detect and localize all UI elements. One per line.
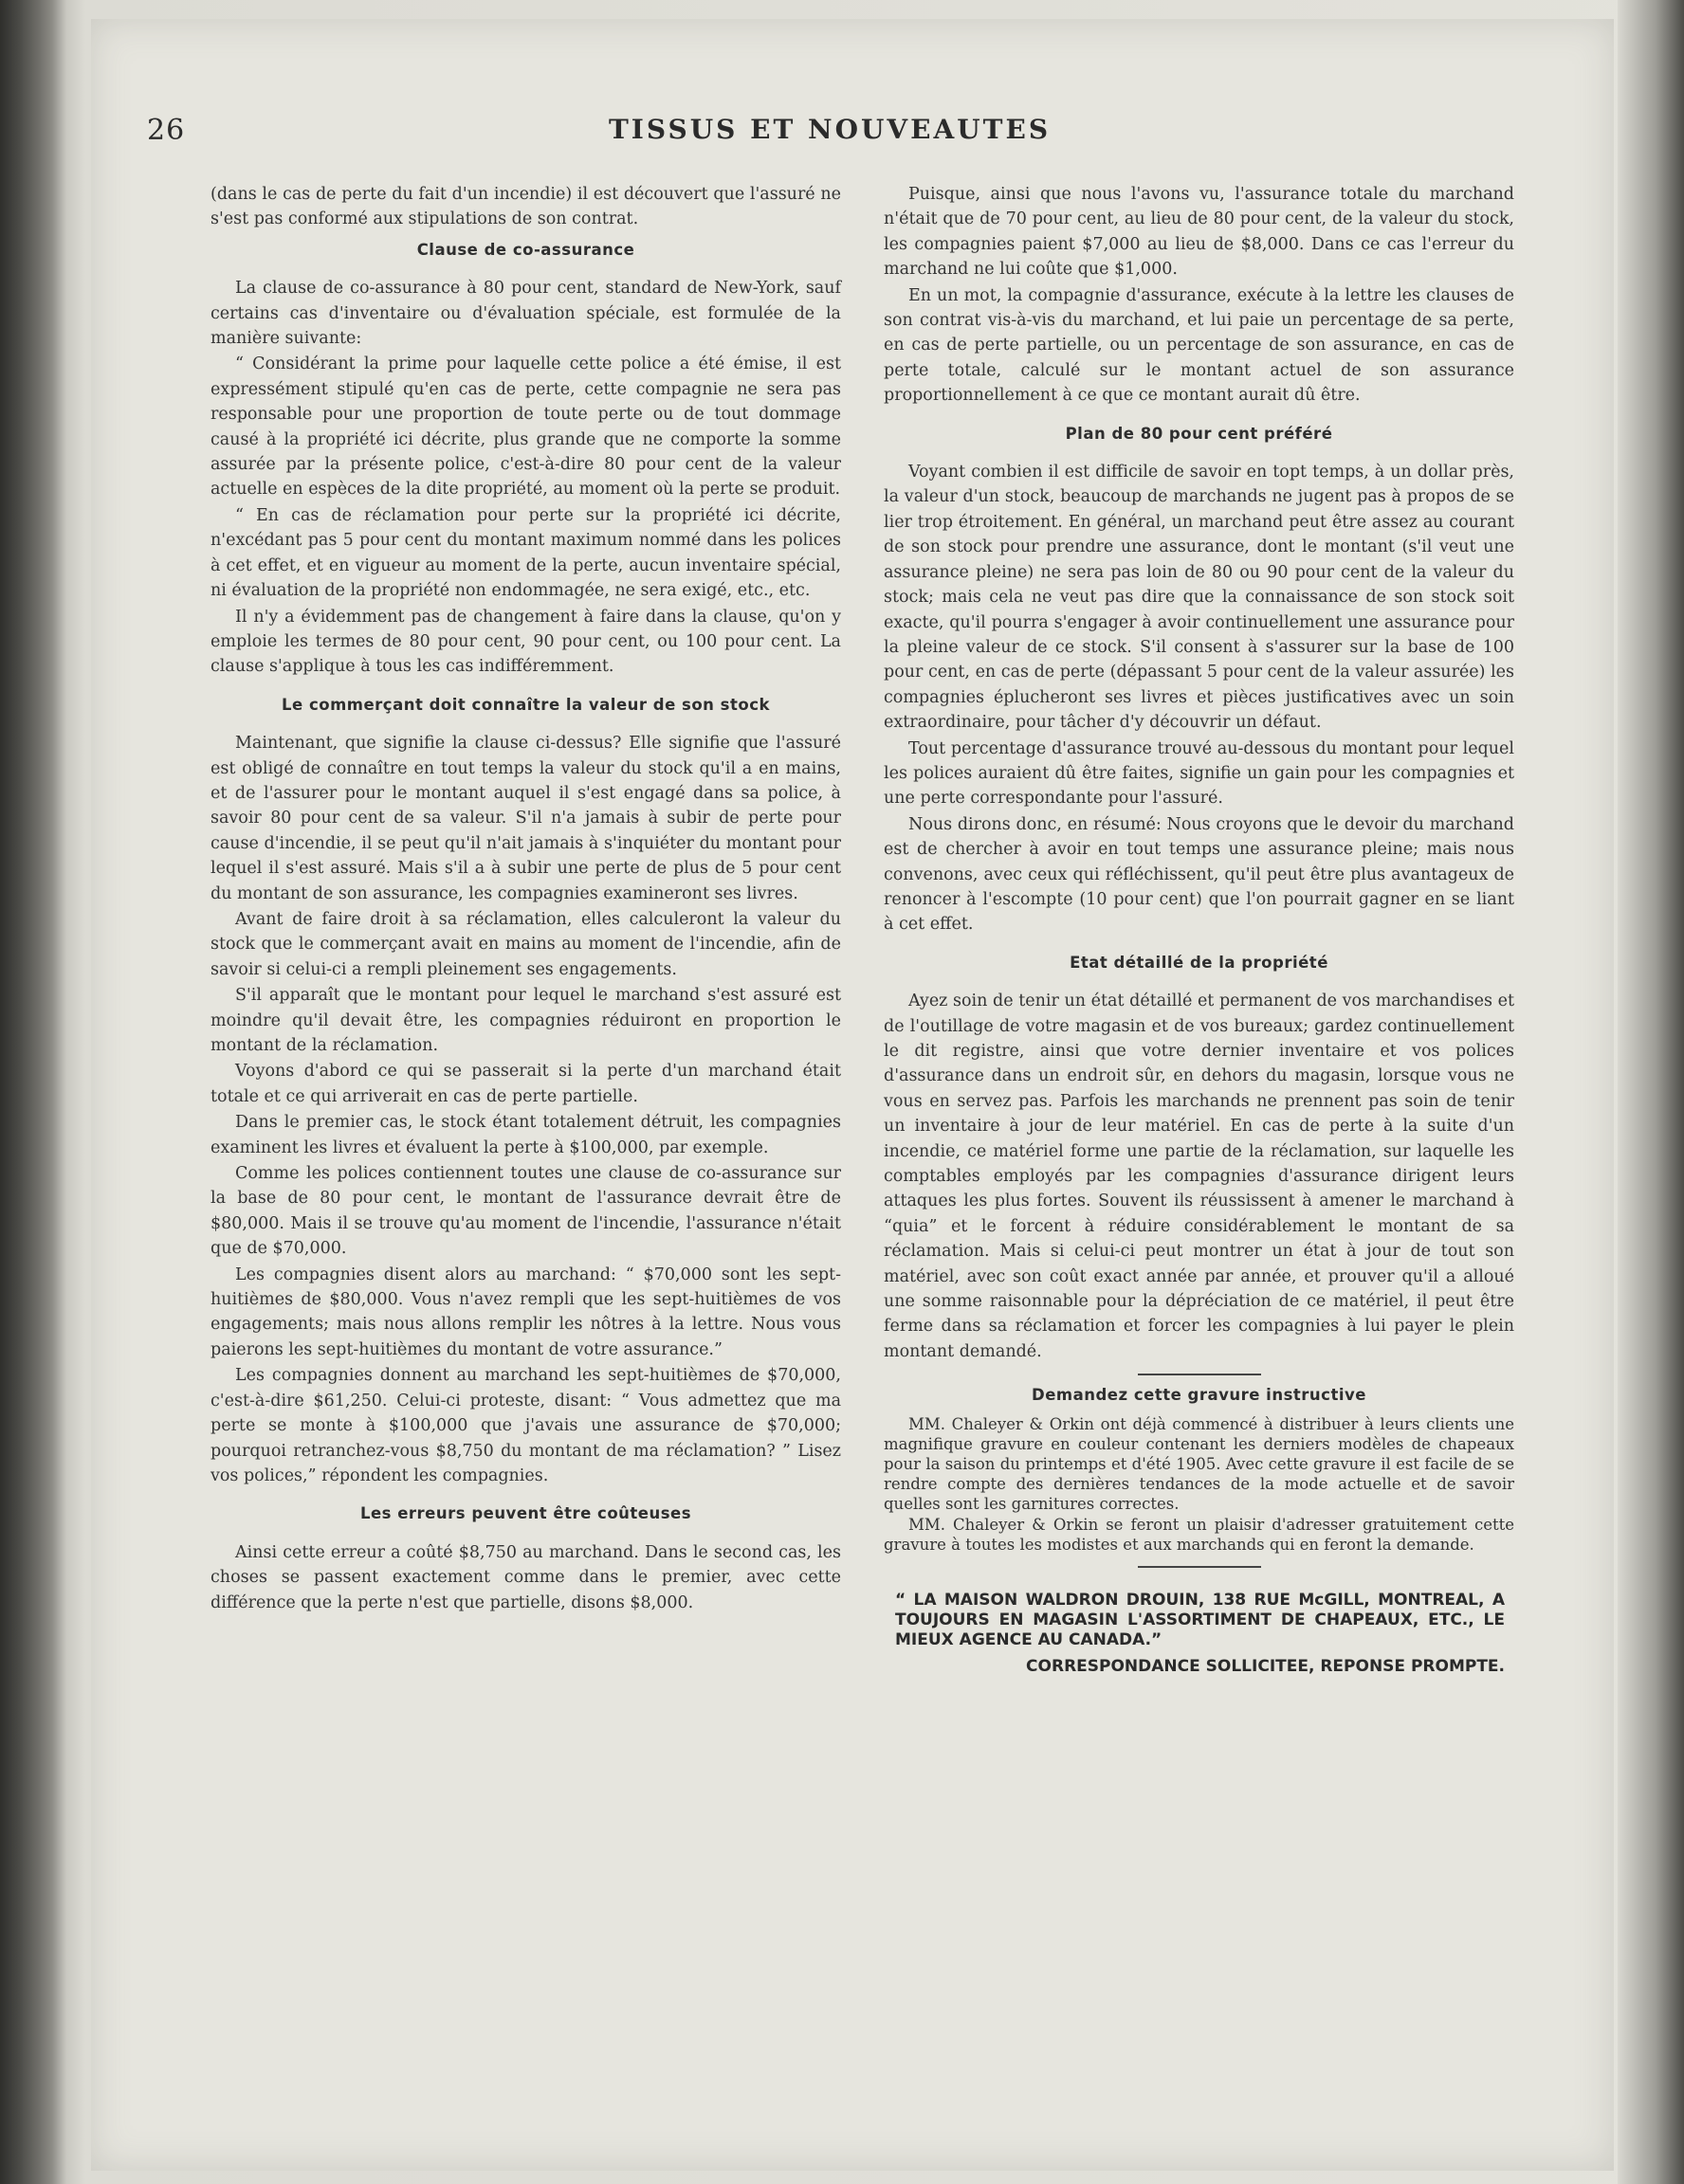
section-heading: Le commerçant doit connaître la valeur de son stock xyxy=(282,695,770,714)
paragraph: “ En cas de réclamation pour perte sur la propriété ici décrite, n'excédant pas 5 pour cent du montant maximum nommé dans les polices à cet effet, et en vigueur au moment de la perte, aucun inventaire spécial, ni évaluation de la propriété non endommagée, ne sera exigé, etc., etc. xyxy=(210,505,841,601)
paragraph: Nous dirons donc, en résumé: Nous croyons que le devoir du marchand est de chercher à avoir en tout temps une assurance pleine; mais nous convenons, avec ceux qui réfléchissent, qu'il peut être plus avantageux de renoncer à l'escompte (10 pour cent) que l'on pourrait gagner en se liant à cet effet. xyxy=(884,814,1514,935)
section-heading: Les erreurs peuvent être coûteuses xyxy=(359,1504,692,1523)
paragraph: Voyons d'abord ce qui se passerait si la perte d'un marchand était totale et ce qui arriverait en cas de perte partielle. xyxy=(210,1062,841,1106)
advertisement-text: “ LA MAISON WALDRON DROUIN, 138 RUE McGILL, MONTREAL, A TOUJOURS EN MAGASIN L'ASSORTIMENT DE CHAPEAUX, ETC., LE MIEUX AGENCE AU CANADA.” xyxy=(895,1590,1505,1649)
paragraph: Les compagnies disent alors au marchand: “ $70,000 sont les sept-huitièmes de $80,000. Vous n'avez rempli que les sept-huitièmes de vos engagements; mais nous allons remplir les nôtres à la lettre. Nous vous paierons les sept-huitièmes du montant de votre assurance.” xyxy=(210,1265,841,1359)
right-column xyxy=(884,182,1514,1679)
notice-block xyxy=(884,1414,1514,1555)
paragraph: MM. Chaleyer & Orkin ont déjà commencé à distribuer à leurs clients une magnifique gravure en couleur contenant les derniers modèles de chapeaux pour la saison du printemps et d'été 1905. Avec cette gravure il est facile de se rendre compte des dernières tendances de la mode actuelle et de savoir quelles sont les garnitures correctes. xyxy=(884,1414,1514,1513)
paragraph: Tout percentage d'assurance trouvé au-dessous du montant pour lequel les polices auraient dû être faites, signifie un gain pour les compagnies et une perte correspondante pour l'assuré. xyxy=(884,738,1514,809)
paragraph: Ainsi cette erreur a coûté $8,750 au marchand. Dans le second cas, les choses se passent exactement comme dans le premier, avec cette différence que la perte n'est que partielle, disons $8,000. xyxy=(210,1542,841,1612)
paragraph: S'il apparaît que le montant pour lequel le marchand s'est assuré est moindre qu'il devait être, les compagnies réduiront en proportion le montant de la réclamation. xyxy=(210,986,841,1055)
page-number: 26 xyxy=(147,114,186,147)
divider xyxy=(1138,1374,1261,1375)
paragraph: Comme les polices contiennent toutes une clause de co-assurance sur la base de 80 pour cent, le montant de l'assurance devrait être de $80,000. Mais il se trouve qu'au moment de l'incendie, l'assurance n'était que de $70,000. xyxy=(210,1164,841,1259)
paragraph: “ Considérant la prime pour laquelle cette police a été émise, il est expressément stipulé qu'en cas de perte, cette compagnie ne sera pas responsable pour une proportion de toute perte ou de tout dommage causé à la propriété ici décrite, plus grande que ne comporte la somme assurée par la présente police, c'est-à-dire 80 pour cent de la valeur actuelle en espèces de la dite propriété, au moment où la perte se produit. xyxy=(210,355,841,500)
running-title: TISSUS ET NOUVEAUTES xyxy=(608,114,1052,145)
section-heading: Etat détaillé de la propriété xyxy=(1070,953,1328,972)
paragraph: Il n'y a évidemment pas de changement à faire dans la clause, qu'on y emploie les termes de 80 pour cent, 90 pour cent, ou 100 pour cent. La clause s'applique à tous les cas indifféremment. xyxy=(210,607,841,677)
paragraph: Ayez soin de tenir un état détaillé et permanent de vos marchandises et de l'outillage de votre magasin et de vos bureaux; gardez continuellement le dit registre, ainsi que votre dernier inventaire et vos polices d'assurance dans un endroit sûr, en dehors du magasin, lorsque vous ne vous en servez pas. Parfois les marchands ne prennent pas soin de tenir un inventaire à jour de leur matériel. En cas de perte à la suite d'un incendie, ce matériel forme une partie de la réclamation, sur laquelle les comptables employés par les compagnies d'assurance dirigent leurs attaques les plus fortes. Souvent ils réussissent à amener le marchand à “quia” et le forcent à réduire considérablement le montant de sa réclamation. Mais si celui-ci peut montrer un état à jour de tout son matériel, avec son coût exact année par année, et prouver qu'il a alloué une somme raisonnable pour la dépréciation de ce matériel, il peut être ferme dans sa réclamation et forcer les compagnies à lui payer le plein montant demandé. xyxy=(884,992,1514,1361)
paragraph: Dans le premier cas, le stock étant totalement détruit, les compagnies examinent les livres et évaluent la perte à $100,000, par exemple. xyxy=(210,1113,841,1157)
paragraph: Avant de faire droit à sa réclamation, elles calculeront la valeur du stock que le commerçant avait en mains au moment de l'incendie, afin de savoir si celui-ci a rempli pleinement ses engagements. xyxy=(210,909,841,979)
paragraph: Maintenant, que signifie la clause ci-dessus? Elle signifie que l'assuré est obligé de connaître en tout temps la valeur du stock qu'il a en mains, et de l'assurer pour le montant auquel il s'est engagé dans sa police, à savoir 80 pour cent de sa valeur. S'il n'a jamais à subir de perte pour cause d'incendie, il se peut qu'il n'ait jamais à s'inquiéter du montant pour lequel il s'est assuré. Mais s'il a à subir une perte de plus de 5 pour cent du montant de son assurance, les compagnies examineront ses livres. xyxy=(210,734,841,903)
paragraph: MM. Chaleyer & Orkin se feront un plaisir d'adresser gratuitement cette gravure à toutes les modistes et aux marchands qui en feront la demande. xyxy=(884,1515,1514,1554)
section-heading: Plan de 80 pour cent préféré xyxy=(1065,424,1333,443)
left-column xyxy=(210,182,841,1615)
advertisement-tagline: CORRESPONDANCE SOLLICITEE, REPONSE PROMPTE. xyxy=(1026,1656,1505,1676)
paragraph: Puisque, ainsi que nous l'avons vu, l'assurance totale du marchand n'était que de 70 pour cent, au lieu de 80 pour cent, de la valeur du stock, les compagnies paient $7,000 au lieu de $8,000. Dans ce cas l'erreur du marchand ne lui coûte que $1,000. xyxy=(884,185,1514,280)
page-header xyxy=(147,114,1512,161)
paragraph: Les compagnies donnent au marchand les sept-huitièmes de $70,000, c'est-à-dire $61,250. Celui-ci proteste, disant: “ Vous admettez que ma perte se monte à $100,000 que j'avais une assurance de $70,000; pourquoi retranchez-vous $8,750 du montant de ma réclamation? ” Lisez vos polices,” répondent les compagnies. xyxy=(210,1366,841,1485)
paragraph: Voyant combien il est difficile de savoir en topt temps, à un dollar près, la valeur d'un stock, beaucoup de marchands ne jugent pas à propos de se lier trop étroitement. En général, un marchand peut être assez au courant de son stock pour prendre une assurance, dont le montant (s'il veut une assurance pleine) ne sera pas loin de 80 ou 90 pour cent de la valeur du stock; mais cela ne veut pas dire que la connaissance de son stock soit exacte, qu'il pourra s'engager à avoir continuellement une assurance pour la pleine valeur de ce stock. S'il consent à s'assurer sur la base de 100 pour cent, en cas de perte (dépassant 5 pour cent de la valeur assurée) les compagnies éplucheront ses livres et pièces justificatives avec un soin extraordinaire, pour tâcher d'y découvrir un défaut. xyxy=(884,463,1514,733)
divider xyxy=(1138,1566,1261,1568)
section-heading: Demandez cette gravure instructive xyxy=(1032,1386,1366,1405)
paragraph: (dans le cas de perte du fait d'un incendie) il est découvert que l'assuré ne s'est pas conformé aux stipulations de son contrat. xyxy=(210,185,841,229)
section-heading: Clause de co-assurance xyxy=(416,240,635,259)
paragraph: En un mot, la compagnie d'assurance, exécute à la lettre les clauses de son contrat vis-à-vis du marchand, et lui paie un percentage de sa perte, en cas de perte partielle, ou un percentage de son assurance, en cas de perte totale, calculé sur le montant actuel de son assurance proportionnellement à ce que ce montant aurait dû être. xyxy=(884,285,1514,406)
scan-right-edge xyxy=(1618,0,1684,2184)
paragraph: La clause de co-assurance à 80 pour cent, standard de New-York, sauf certains cas d'inventaire ou d'évaluation spéciale, est formulée de la manière suivante: xyxy=(210,279,841,349)
